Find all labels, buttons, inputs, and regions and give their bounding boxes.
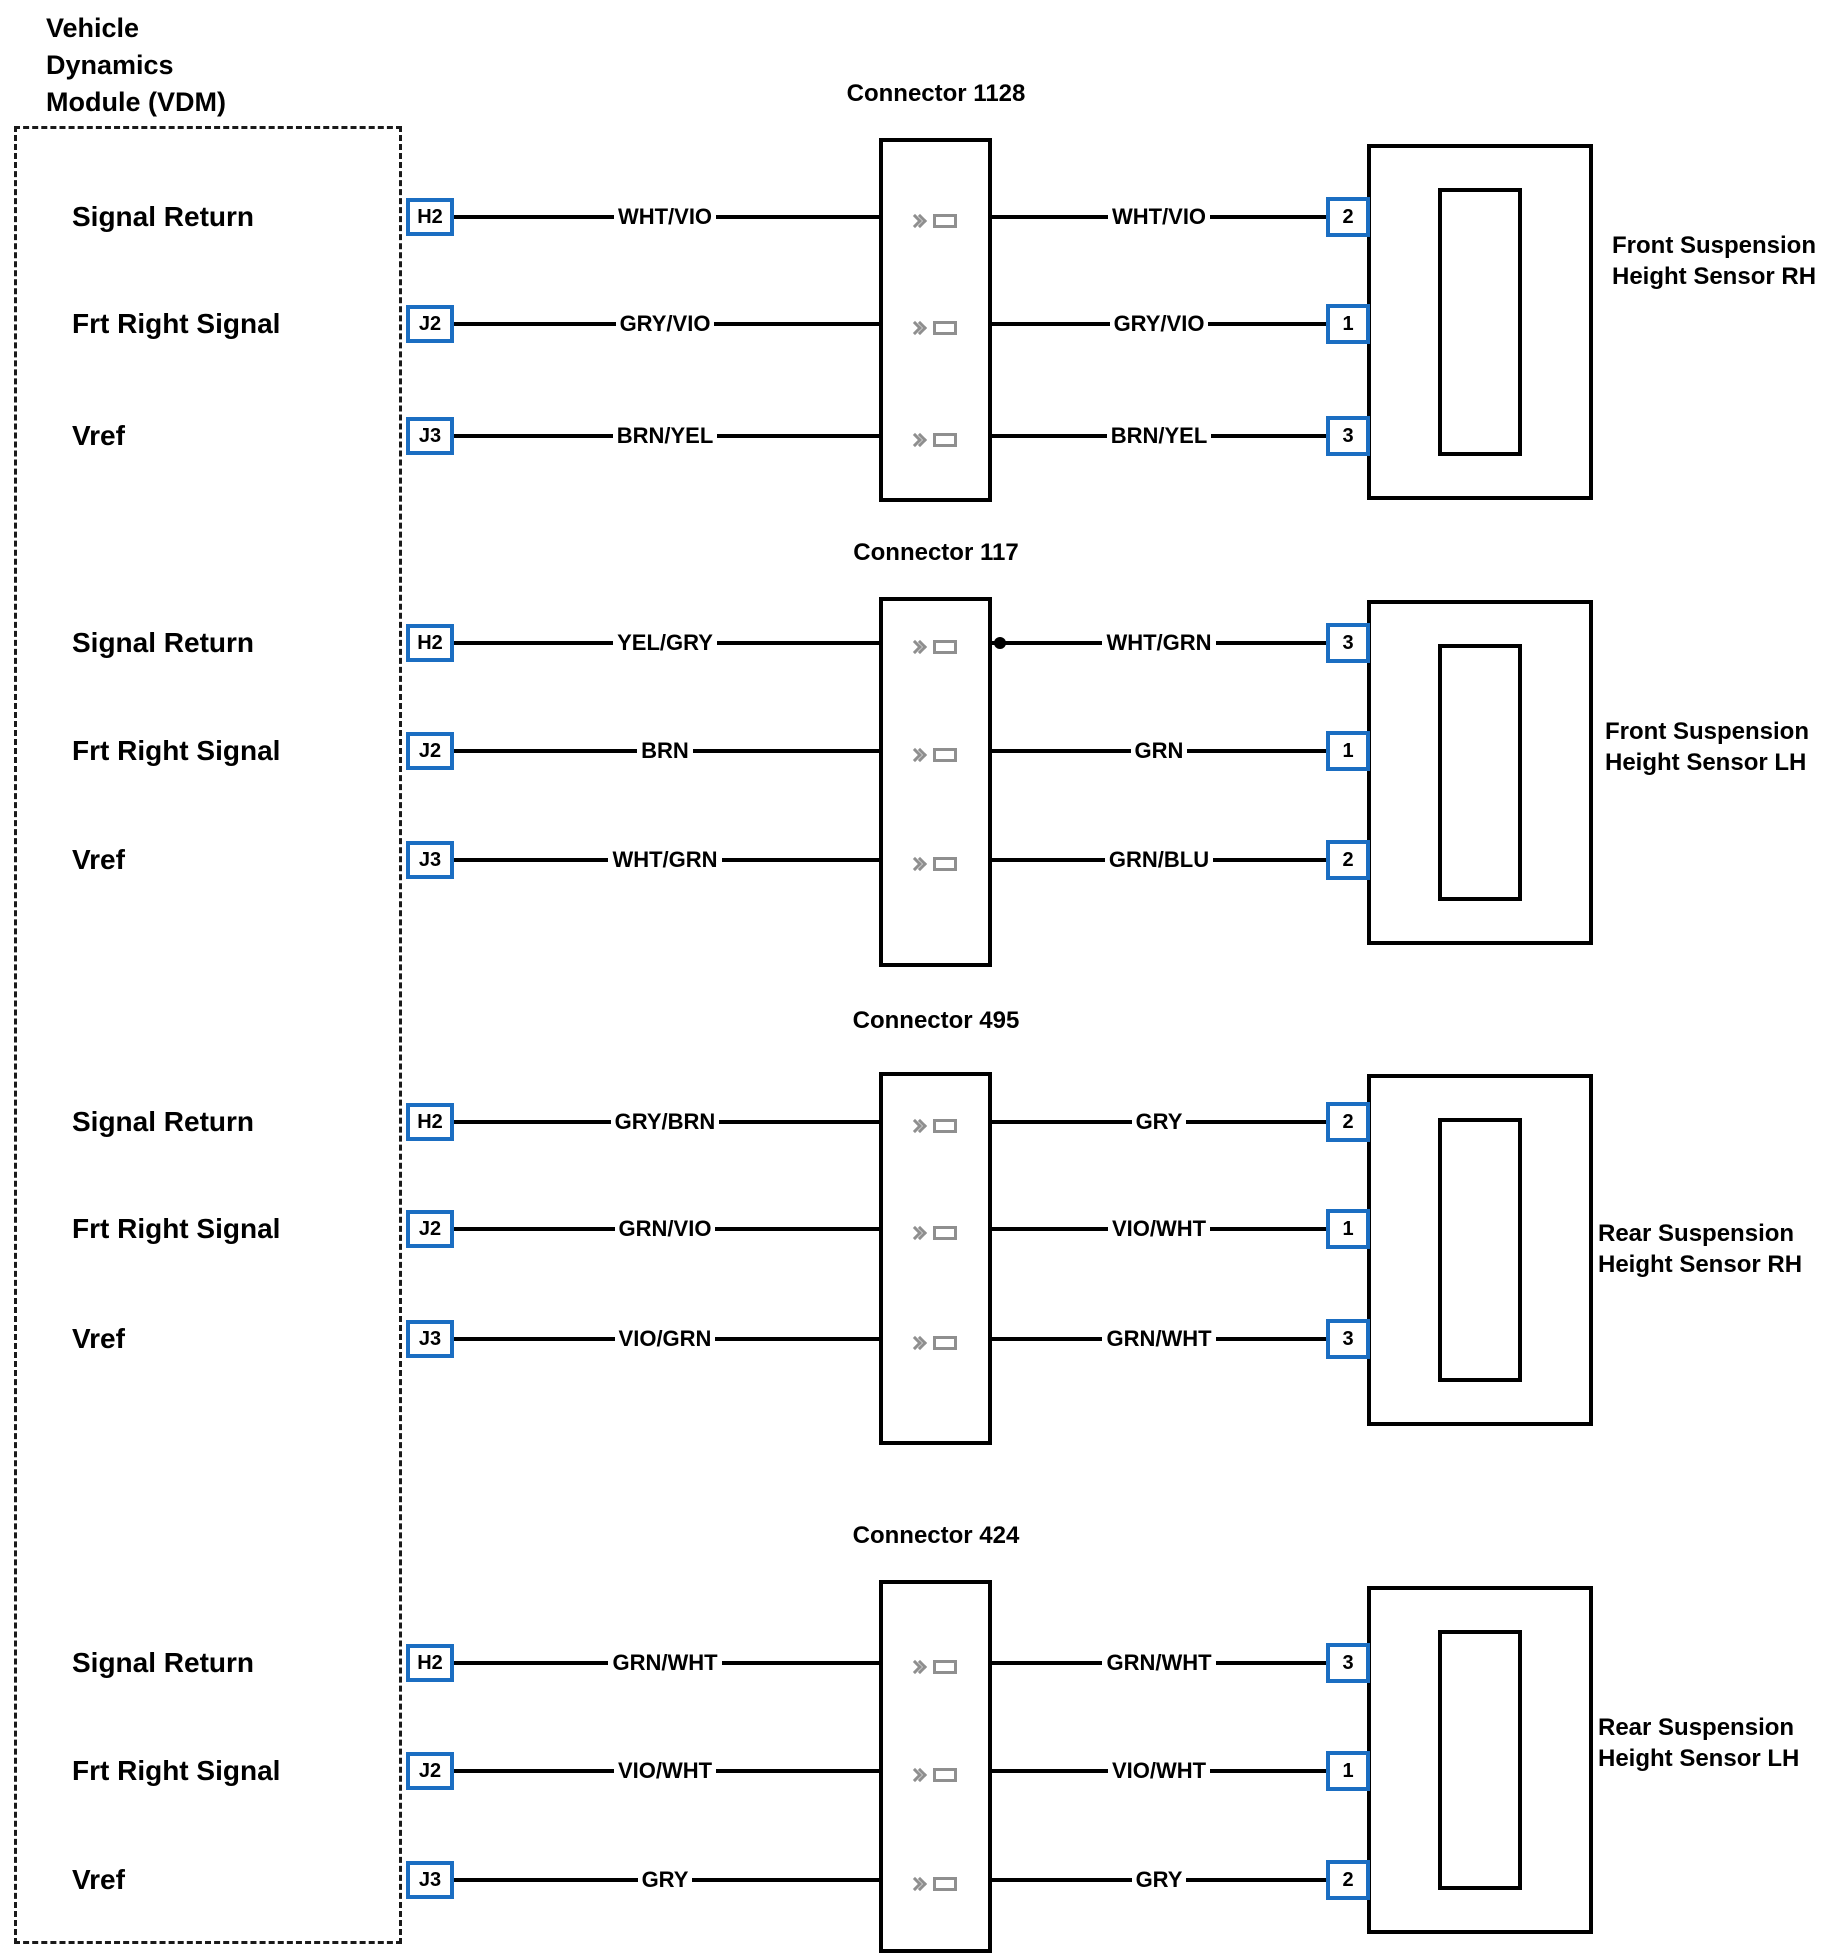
wire-label-left	[470, 630, 860, 656]
wire-label-right	[1000, 1758, 1318, 1784]
splice-rect-icon	[933, 214, 957, 228]
wire-color-code: BRN	[637, 738, 693, 763]
splice-rect-icon	[933, 1336, 957, 1350]
splice-arrow-icon	[883, 857, 988, 871]
sensor-label-line: Front Suspension	[1605, 718, 1809, 745]
wire-label-left	[470, 1216, 860, 1242]
vdm-pin-box: J3	[406, 417, 454, 455]
vdm-pin-box: H2	[406, 624, 454, 662]
sensor-label	[1598, 1218, 1802, 1280]
connector-box	[879, 1580, 992, 1953]
connector-title: Connector 1128	[846, 80, 1026, 107]
sensor-label	[1605, 716, 1809, 778]
wire-label-right	[1000, 630, 1318, 656]
sensor-label-line: Height Sensor RH	[1598, 1251, 1803, 1278]
connector-box	[879, 1072, 992, 1445]
sensor-pin-box: 3	[1326, 623, 1370, 663]
vdm-signal-label: Frt Right Signal	[72, 1213, 281, 1244]
vdm-pin-box: J2	[406, 732, 454, 770]
wire-label-left	[470, 1650, 860, 1676]
sensor-box	[1367, 600, 1593, 945]
sensor-inner-rect	[1438, 1118, 1522, 1382]
wire-color-code: GRY/VIO	[1110, 311, 1209, 336]
wire-color-code: YEL/GRY	[613, 630, 717, 655]
wire-color-code: GRY	[638, 1867, 693, 1892]
wire-color-code: WHT/GRN	[1102, 630, 1215, 655]
wire-label-right	[1000, 1326, 1318, 1352]
vdm-title-line: Dynamics	[46, 50, 174, 80]
wire-label-right	[1000, 204, 1318, 230]
splice-rect-icon	[933, 857, 957, 871]
sensor-label-line: Height Sensor LH	[1605, 749, 1807, 776]
sensor-inner-rect	[1438, 644, 1522, 901]
wire-color-code: BRN/YEL	[1107, 423, 1212, 448]
splice-rect-icon	[933, 640, 957, 654]
wire-color-code: BRN/YEL	[613, 423, 718, 448]
splice-rect-icon	[933, 1768, 957, 1782]
wire-label-right	[1000, 847, 1318, 873]
wire-label-right	[1000, 1216, 1318, 1242]
vdm-pin-box: J2	[406, 1210, 454, 1248]
wire-junction-dot	[994, 637, 1006, 649]
splice-arrow-icon	[883, 640, 988, 654]
vdm-pin-box: J3	[406, 1320, 454, 1358]
splice-arrow-icon	[883, 433, 988, 447]
sensor-pin-box: 3	[1326, 1319, 1370, 1359]
sensor-label	[1612, 230, 1816, 292]
splice-arrow-icon	[883, 321, 988, 335]
wire-label-left	[470, 311, 860, 337]
sensor-pin-box: 1	[1326, 1751, 1370, 1791]
wire-label-right	[1000, 738, 1318, 764]
wire-color-code: GRY	[1132, 1867, 1187, 1892]
vdm-signal-label: Frt Right Signal	[72, 308, 281, 339]
wire-label-right	[1000, 1867, 1318, 1893]
splice-rect-icon	[933, 321, 957, 335]
vdm-signal-label: Vref	[72, 1864, 125, 1895]
wire-color-code: WHT/VIO	[614, 204, 716, 229]
splice-rect-icon	[933, 1119, 957, 1133]
wire-color-code: VIO/WHT	[614, 1758, 716, 1783]
wire-color-code: GRY/BRN	[611, 1109, 720, 1134]
connector-box	[879, 138, 992, 502]
sensor-inner-rect	[1438, 188, 1522, 456]
splice-arrow-icon	[883, 1660, 988, 1674]
wire-label-left	[470, 1867, 860, 1893]
vdm-pin-box: J3	[406, 1861, 454, 1899]
wire-label-left	[470, 738, 860, 764]
splice-arrow-icon	[883, 214, 988, 228]
vdm-pin-box: H2	[406, 1644, 454, 1682]
connector-title: Connector 424	[852, 1522, 1020, 1549]
vdm-pin-box: H2	[406, 198, 454, 236]
wire-label-left	[470, 423, 860, 449]
splice-arrow-icon	[883, 1877, 988, 1891]
vdm-signal-label: Frt Right Signal	[72, 735, 281, 766]
vdm-pin-box: J2	[406, 1752, 454, 1790]
sensor-box	[1367, 1074, 1593, 1426]
sensor-pin-box: 2	[1326, 1860, 1370, 1900]
splice-arrow-icon	[883, 1336, 988, 1350]
wire-color-code: GRN	[1131, 738, 1188, 763]
wire-label-right	[1000, 1109, 1318, 1135]
sensor-label-line: Height Sensor LH	[1598, 1745, 1800, 1772]
sensor-box	[1367, 144, 1593, 500]
connector-title: Connector 495	[852, 1007, 1020, 1034]
wire-label-left	[470, 204, 860, 230]
sensor-pin-box: 1	[1326, 731, 1370, 771]
sensor-box	[1367, 1586, 1593, 1934]
vdm-signal-label: Signal Return	[72, 1647, 255, 1678]
splice-rect-icon	[933, 1877, 957, 1891]
vdm-signal-label: Signal Return	[72, 627, 255, 658]
vdm-pin-box: J3	[406, 841, 454, 879]
wire-color-code: GRN/WHT	[608, 1650, 721, 1675]
sensor-pin-box: 1	[1326, 304, 1370, 344]
splice-rect-icon	[933, 1226, 957, 1240]
wire-color-code: WHT/VIO	[1108, 204, 1210, 229]
sensor-label-line: Rear Suspension	[1598, 1714, 1795, 1741]
wire-color-code: VIO/WHT	[1108, 1216, 1210, 1241]
splice-rect-icon	[933, 748, 957, 762]
splice-arrow-icon	[883, 1119, 988, 1133]
sensor-pin-box: 2	[1326, 197, 1370, 237]
vdm-signal-label: Signal Return	[72, 1106, 255, 1137]
wire-color-code: GRN/WHT	[1102, 1326, 1215, 1351]
sensor-pin-box: 3	[1326, 1643, 1370, 1683]
splice-rect-icon	[933, 433, 957, 447]
wire-color-code: WHT/GRN	[608, 847, 721, 872]
sensor-label	[1598, 1712, 1799, 1774]
vdm-signal-label: Vref	[72, 844, 125, 875]
wire-label-left	[470, 1109, 860, 1135]
connector-box	[879, 597, 992, 967]
vdm-title-line: Module (VDM)	[46, 87, 226, 117]
sensor-label-line: Height Sensor RH	[1612, 263, 1817, 290]
sensor-pin-box: 1	[1326, 1209, 1370, 1249]
wire-color-code: GRN/VIO	[615, 1216, 716, 1241]
wire-label-right	[1000, 311, 1318, 337]
splice-arrow-icon	[883, 1226, 988, 1240]
wire-color-code: GRN/WHT	[1102, 1650, 1215, 1675]
splice-arrow-icon	[883, 748, 988, 762]
wire-color-code: GRY/VIO	[616, 311, 715, 336]
vdm-signal-label: Signal Return	[72, 201, 255, 232]
connector-title: Connector 117	[853, 539, 1019, 566]
sensor-inner-rect	[1438, 1630, 1522, 1890]
vdm-signal-label: Frt Right Signal	[72, 1755, 281, 1786]
vdm-title-line: Vehicle	[46, 13, 140, 43]
vdm-pin-box: J2	[406, 305, 454, 343]
vdm-pin-box: H2	[406, 1103, 454, 1141]
splice-rect-icon	[933, 1660, 957, 1674]
wire-label-right	[1000, 423, 1318, 449]
sensor-pin-box: 3	[1326, 416, 1370, 456]
wire-label-left	[470, 847, 860, 873]
wire-color-code: VIO/WHT	[1108, 1758, 1210, 1783]
wire-color-code: VIO/GRN	[615, 1326, 716, 1351]
wire-label-right	[1000, 1650, 1318, 1676]
sensor-label-line: Front Suspension	[1612, 232, 1816, 259]
wire-label-left	[470, 1326, 860, 1352]
wire-label-left	[470, 1758, 860, 1784]
sensor-pin-box: 2	[1326, 1102, 1370, 1142]
wire-color-code: GRY	[1132, 1109, 1187, 1134]
sensor-label-line: Rear Suspension	[1598, 1220, 1795, 1247]
wire-color-code: GRN/BLU	[1105, 847, 1213, 872]
vdm-signal-label: Vref	[72, 1323, 125, 1354]
vdm-signal-label: Vref	[72, 420, 125, 451]
splice-arrow-icon	[883, 1768, 988, 1782]
sensor-pin-box: 2	[1326, 840, 1370, 880]
